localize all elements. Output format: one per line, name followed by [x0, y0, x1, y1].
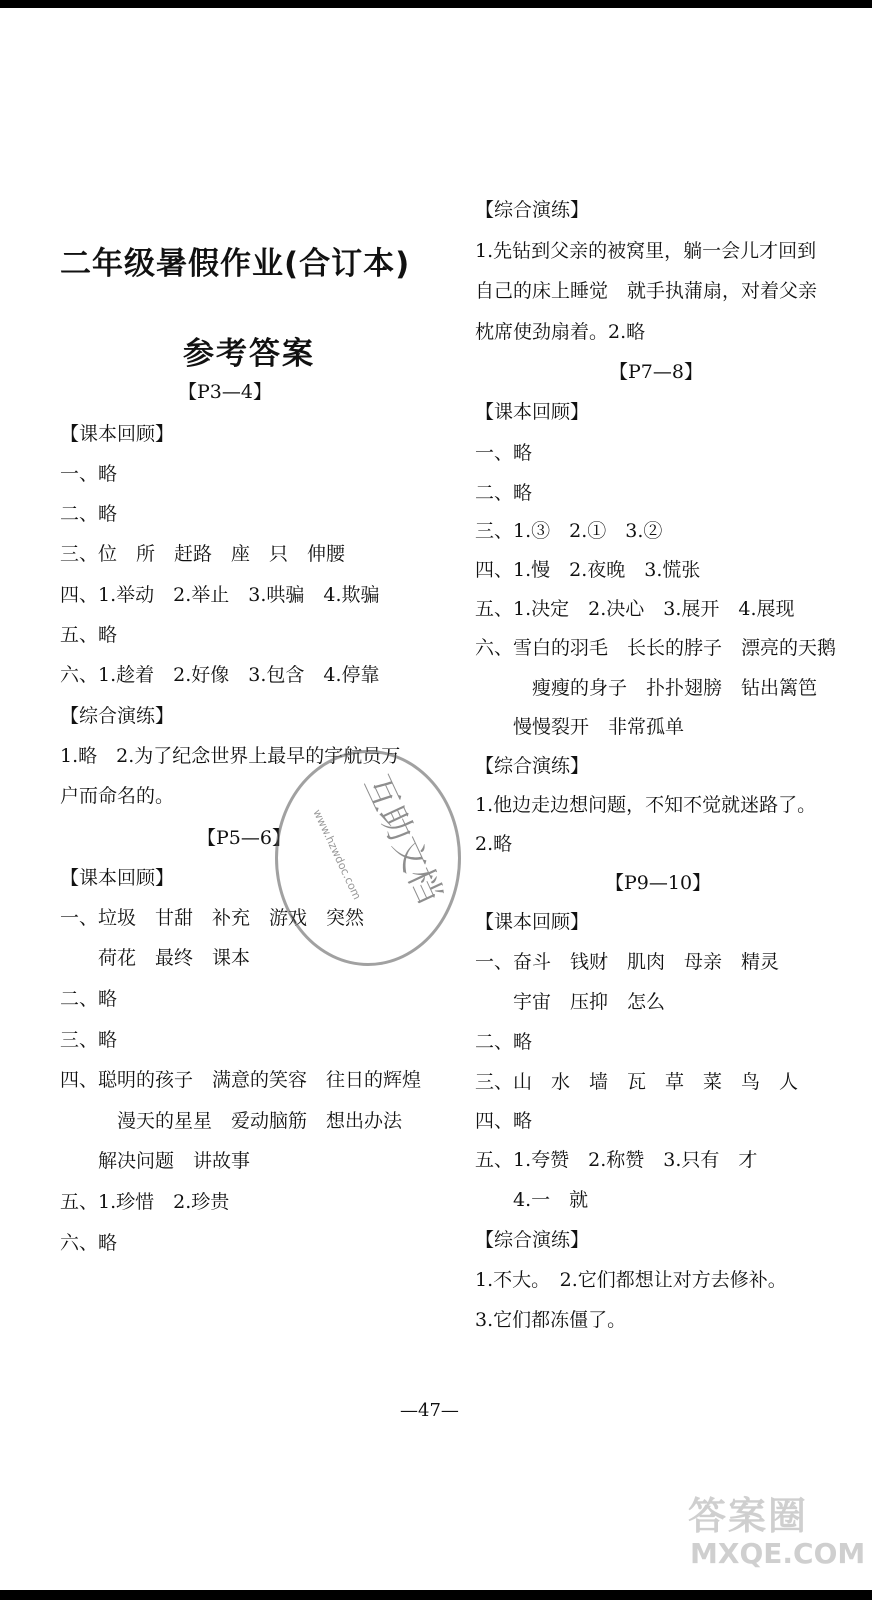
answer-line: 瘦瘦的身子 扑扑翅膀 钻出篱笆 [475, 677, 818, 699]
section-heading-p7-8: 【P7—8】 [609, 361, 703, 383]
answer-line: 1.略 2.为了纪念世界上最早的宇航员万 [60, 745, 401, 767]
page-subtitle: 参考答案 [183, 336, 315, 372]
answer-line: 2.略 [475, 833, 513, 855]
bottom-border [0, 1590, 872, 1600]
section-heading-p3-4: 【P3—4】 [178, 381, 272, 403]
answer-line: 解决问题 讲故事 [60, 1150, 251, 1172]
answer-line: 六、1.趁着 2.好像 3.包含 4.停靠 [60, 664, 380, 686]
answer-line: 3.它们都冻僵了。 [475, 1309, 627, 1331]
answer-line: 自己的床上睡觉 就手执蒲扇，对着父亲 [475, 280, 818, 302]
answer-line: 户而命名的。 [60, 785, 175, 807]
answer-line: 一、略 [475, 442, 533, 464]
watermark-stamp [275, 750, 461, 966]
section-heading-p5-6: 【P5—6】 [197, 827, 291, 849]
answer-line: 四、略 [475, 1110, 533, 1132]
practice-label: 【综合演练】 [475, 755, 590, 777]
answer-line: 宇宙 压抑 怎么 [475, 991, 666, 1013]
section-heading-p9-10: 【P9—10】 [605, 872, 712, 894]
answer-line: 六、雪白的羽毛 长长的脖子 漂亮的天鹅 [475, 637, 837, 659]
answer-line: 一、垃圾 甘甜 补充 游戏 突然 [60, 907, 365, 929]
answer-line: 荷花 最终 课本 [60, 947, 251, 969]
review-label: 【课本回顾】 [475, 401, 590, 423]
answer-line: 二、略 [60, 503, 118, 525]
answer-line: 二、略 [475, 482, 533, 504]
answer-line: 二、略 [60, 988, 118, 1010]
top-border [0, 0, 872, 8]
answer-line: 枕席使劲扇着。2.略 [475, 321, 646, 343]
answer-line: 五、1.夸赞 2.称赞 3.只有 才 [475, 1149, 758, 1171]
review-label: 【课本回顾】 [475, 911, 590, 933]
answer-line: 四、聪明的孩子 满意的笑容 往日的辉煌 [60, 1069, 422, 1091]
answer-line: 漫天的星星 爱动脑筋 想出办法 [60, 1110, 403, 1132]
answer-line: 四、1.慢 2.夜晚 3.慌张 [475, 559, 701, 581]
answer-line: 二、略 [475, 1031, 533, 1053]
answer-line: 三、略 [60, 1029, 118, 1051]
site-logo [680, 1485, 866, 1580]
practice-label: 【综合演练】 [475, 1229, 590, 1251]
answer-line: 1.先钻到父亲的被窝里，躺一会儿才回到 [475, 240, 817, 262]
answer-line: 六、略 [60, 1232, 118, 1254]
answer-line: 三、山 水 墙 瓦 草 菜 鸟 人 [475, 1071, 799, 1093]
logo-text-en: MXQE.COM [690, 1537, 866, 1570]
answer-line: 1.他边走边想问题，不知不觉就迷路了。 [475, 794, 817, 816]
answer-line: 4.一 就 [475, 1189, 589, 1211]
answer-line: 五、略 [60, 624, 118, 646]
page-title: 二年级暑假作业(合订本) [60, 246, 411, 282]
answer-line: 三、1.③ 2.① 3.② [475, 520, 663, 542]
answer-line: 四、1.举动 2.举止 3.哄骗 4.欺骗 [60, 584, 380, 606]
watermark-url: www.hzwdoc.com [310, 807, 364, 902]
answer-line: 一、略 [60, 463, 118, 485]
answer-line: 五、1.珍惜 2.珍贵 [60, 1191, 230, 1213]
practice-label: 【综合演练】 [475, 199, 590, 221]
page-number: —47— [400, 1400, 459, 1421]
watermark-text: 互助文档 [355, 768, 450, 910]
answer-line: 五、1.决定 2.决心 3.展开 4.展现 [475, 598, 795, 620]
answer-line: 慢慢裂开 非常孤单 [475, 716, 685, 738]
review-label: 【课本回顾】 [60, 867, 175, 889]
logo-text-cn: 答案圈 [688, 1494, 809, 1538]
answer-line: 三、位 所 赶路 座 只 伸腰 [60, 543, 346, 565]
review-label: 【课本回顾】 [60, 423, 175, 445]
answer-line: 一、奋斗 钱财 肌肉 母亲 精灵 [475, 951, 780, 973]
practice-label: 【综合演练】 [60, 705, 175, 727]
answer-line: 1.不大。 2.它们都想让对方去修补。 [475, 1269, 787, 1291]
